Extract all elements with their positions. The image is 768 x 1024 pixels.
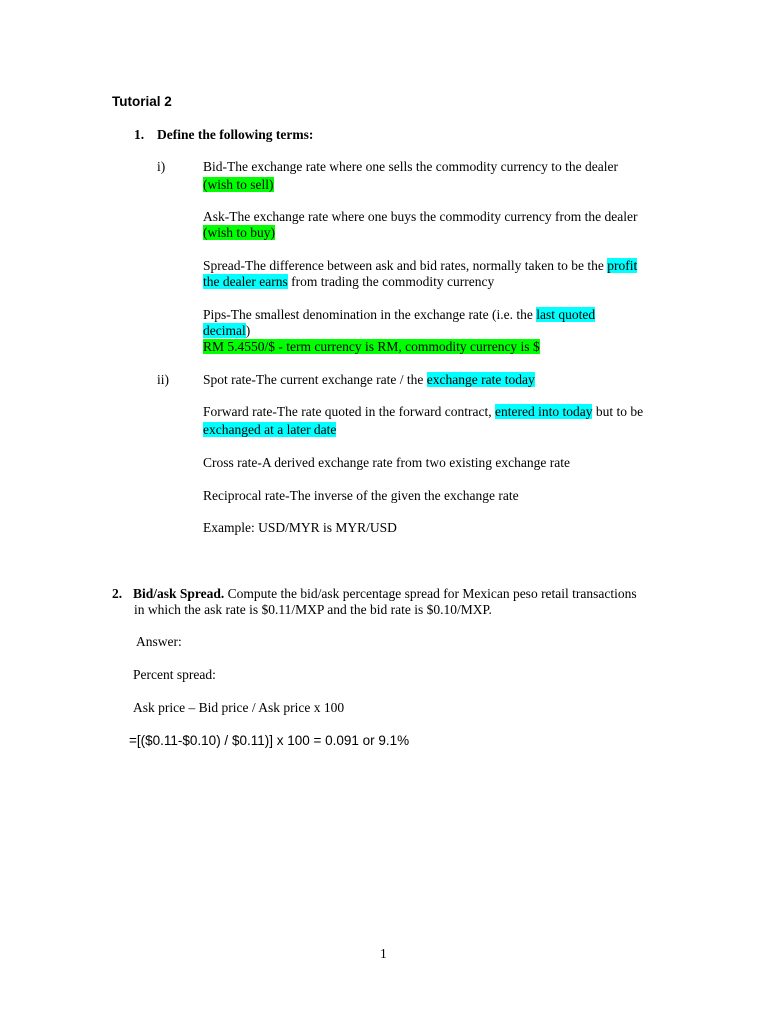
pips-definition-line1: Pips-The smallest denomination in the exchange rate (i.e. the last quoted — [203, 307, 596, 322]
q1-number: 1. — [134, 127, 145, 142]
page-number: 1 — [380, 946, 387, 961]
q1-heading: Define the following terms: — [157, 127, 314, 142]
reciprocal-rate-definition: Reciprocal rate-The inverse of the given the exchange rate — [203, 488, 519, 503]
q1-label-i: i) — [157, 159, 166, 174]
spread-calculation: =[($0.11-$0.10) / $0.11)] x 100 = 0.091 or 9.1% — [129, 733, 410, 748]
spread-definition-line1: Spread-The difference between ask and bid rates, normally taken to be the profit — [203, 258, 638, 273]
answer-label: Answer: — [136, 634, 182, 649]
spot-rate-definition: Spot rate-The current exchange rate / the exchange rate today — [203, 372, 535, 387]
q2-question-line1: Bid/ask Spread. Compute the bid/ask percentage spread for Mexican peso retail transactions — [133, 586, 637, 601]
forward-rate-definition-line1: Forward rate-The rate quoted in the forward contract, entered into today but to be — [203, 404, 644, 419]
bid-note: (wish to sell) — [203, 177, 274, 192]
reciprocal-example: Example: USD/MYR is MYR/USD — [203, 520, 397, 535]
ask-note: (wish to buy) — [203, 225, 275, 240]
pips-example: RM 5.4550/$ - term currency is RM, commodity currency is $ — [203, 339, 540, 354]
pips-definition-line2: decimal) — [203, 323, 251, 338]
document-title: Tutorial 2 — [112, 94, 172, 109]
percent-spread-label: Percent spread: — [133, 667, 216, 682]
ask-definition: Ask-The exchange rate where one buys the commodity currency from the dealer — [203, 209, 638, 224]
cross-rate-definition: Cross rate-A derived exchange rate from two existing exchange rate — [203, 455, 570, 470]
spread-formula: Ask price – Bid price / Ask price x 100 — [133, 700, 345, 715]
q2-question-line2: in which the ask rate is $0.11/MXP and the bid rate is $0.10/MXP. — [134, 602, 492, 617]
spread-definition-line2: the dealer earns from trading the commodity currency — [203, 274, 495, 289]
forward-rate-definition-line2: exchanged at a later date — [203, 422, 337, 437]
q1-label-ii: ii) — [157, 372, 169, 387]
q2-number: 2. — [112, 586, 123, 601]
bid-definition: Bid-The exchange rate where one sells the commodity currency to the dealer — [203, 159, 618, 174]
